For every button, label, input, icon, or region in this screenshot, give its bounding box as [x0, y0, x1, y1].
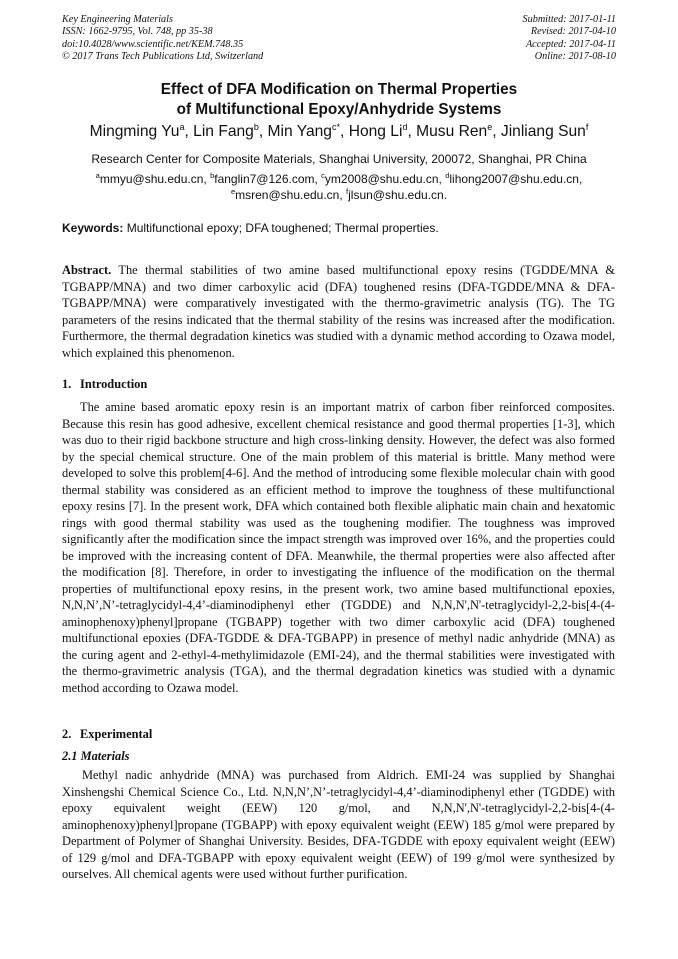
- email-line-1: $^a$mmyu@shu.edu.cn, $^b$fanglin7@126.com, $^c$ym2008@shu.edu.cn, $^d$lihong2007@shu.edu.cn,: [95, 171, 583, 186]
- email-address[interactable]: ym2008@shu.edu.cn: [324, 172, 439, 186]
- email-list: [0, 172, 678, 203]
- paper-title: [0, 80, 678, 120]
- section-2-heading: [62, 726, 152, 742]
- accepted-date: Accepted: 2017-04-11: [525, 38, 616, 50]
- email-mark: d: [445, 171, 450, 180]
- author-mark: d: [402, 122, 408, 132]
- author-mark: c*: [332, 122, 341, 132]
- author-mark: a: [179, 122, 185, 132]
- email-address[interactable]: lihong2007@shu.edu.cn: [449, 172, 579, 186]
- section-title: Introduction: [80, 377, 148, 391]
- section-1-heading: [62, 376, 147, 392]
- email-mark: b: [210, 171, 215, 180]
- introduction-text: The amine based aromatic epoxy resin is an important matrix of carbon fiber reinforced composites. Because this resin has good adhesive, excellent chemical resistance and good thermal properties [1-3], which was duo to their rigid backbone structure and high cross-linking density. However, the defect was also formed by the special chemical structure. One of the main problem of this material is brittle. Many method were developed to solve this problem[4-6]. And the method of introducing some flexible molecular chain with good thermal stability was considered as an efficient method to improve the toughness of these multifunctional epoxy resins [7]. In the present work, DFA which contained both flexible aliphatic main chain and hexatomic rings with good thermal stability was used as the toughening modifier. The toughness was improved significantly after the modification since the impact strength was improved over 16%, and the properties could be improved with the increasing content of DFA. Meanwhile, the thermal properties were also affected after the modification [8]. Therefore, in order to investigating the influence of the modification on the thermal properties of multifunctional epoxy resins, in the present work, two amine based multifunctional epoxies, N,N,N’,N’-tetraglycidyl-4,4’-diaminodiphenyl ether (TGDDE) and N,N,N',N'-tetraglycidyl-2,2-bis[4-(4-aminophenoxy)phenyl]propane (TGBAPP) together with two dimer carboxylic acid (DFA) toughened multifunctional epoxies (DFA-TGDDE & DFA-TGBAPP) in presence of methyl nadic anhydride (MNA) as the curing agent and 2-ethyl-4-methylimidazole (EMI-24), and the thermal stabilities were investigated with the thermo-gravimetric analysis (TGA), and the thermal degradation kinetics was studied with a dynamic method according to Ozawa model.: [62, 400, 615, 695]
- keywords: [62, 221, 439, 236]
- email-address[interactable]: jlsun@shu.edu.cn: [348, 187, 444, 202]
- keywords-text: Multifunctional epoxy; DFA toughened; Thermal properties.: [123, 221, 439, 235]
- email-mark: a: [95, 171, 100, 180]
- author-mark: f: [585, 122, 589, 132]
- author-mark: b: [253, 122, 259, 132]
- email-address[interactable]: msren@shu.edu.cn: [235, 187, 340, 202]
- keywords-label: Keywords:: [62, 221, 124, 235]
- author-name: Min Yang: [267, 123, 332, 140]
- email-mark: f: [346, 186, 349, 196]
- materials-text: Methyl nadic anhydride (MNA) was purchased from Aldrich. EMI-24 was supplied by Shanghai Xinshengshi Chemical Science Co., Ltd. N,N,N’,N’-tetraglycidyl-4,4’-diaminodiphenyl ether (TGDDE) with epoxy equivalent weight (EEW) 120 g/mol, and N,N,N',N'-tetraglycidyl-2,2-bis[4-(4-aminophenoxy)phenyl]propane (TGBAPP) with epoxy equivalent weight (EEW) 185 g/mol were prepared by Department of Polymer of Shanghai University. Besides, DFA-TGDDE with epoxy equivalent weight (EEW) of 129 g/mol and DFA-TGBAPP with epoxy equivalent weight (EEW) of 199 g/mol were synthesized by ourselves. All chemical agents were used without further purification.: [62, 768, 615, 881]
- author-name: Musu Ren: [416, 123, 488, 140]
- copyright-line: © 2017 Trans Tech Publications Ltd, Switzerland: [62, 51, 264, 63]
- affiliation: Research Center for Composite Materials, Shanghai University, 200072, Shanghai, PR China: [91, 152, 587, 166]
- publication-dates: [523, 14, 616, 64]
- author-name: Mingming Yu: [89, 123, 180, 140]
- email-address[interactable]: fanglin7@126.com: [214, 172, 315, 186]
- author-mark: e: [487, 122, 493, 132]
- abstract-label: Abstract.: [62, 263, 112, 277]
- section-number: 2.: [62, 727, 72, 741]
- author-list: Mingming Yu$^a$, Lin Fang$^b$, Min Yang$^{c*}$, Hong Li$^d$, Musu Ren$^e$, Jinliang Sun$^f$: [89, 122, 589, 140]
- journal-name: Key Engineering Materials: [62, 14, 173, 25]
- abstract-text: The thermal stabilities of two amine based multifunctional epoxy resins (TGDDE/MNA & TGBAPP/MNA) and two dimer carboxylic acid (DFA) toughened resins (DFA-TGDDE/MNA & DFA-TGBAPP/MNA) were comparatively investigated with the thermo-gravimetric analysis (TG). The TG parameters of the resins indicated that the thermal stability of the resins was increased after the modification. Furthermore, the thermal degradation kinetics was studied with a dynamic method according to Ozawa model, which explained this phenomenon.: [62, 263, 615, 360]
- section-title: Experimental: [80, 727, 153, 741]
- journal-info: [62, 14, 263, 64]
- section-number: 1.: [62, 377, 72, 391]
- email-address[interactable]: mmyu@shu.edu.cn: [99, 172, 204, 186]
- title-line-1: Effect of DFA Modification on Thermal Properties: [160, 81, 518, 98]
- doi-line: doi:10.4028/www.scientific.net/KEM.748.35: [62, 38, 244, 50]
- issn-line: ISSN: 1662-9795, Vol. 748, pp 35-38: [62, 26, 213, 38]
- author-name: Lin Fang: [193, 123, 254, 140]
- title-line-2: of Multifunctional Epoxy/Anhydride Systems: [176, 101, 502, 118]
- email-line-2: $^e$msren@shu.edu.cn, $^f$jlsun@shu.edu.cn.: [230, 186, 448, 202]
- online-date: Online: 2017-08-10: [534, 51, 616, 63]
- author-name: Jinliang Sun: [500, 123, 586, 140]
- author-name: Hong Li: [348, 123, 403, 140]
- revised-date: Revised: 2017-04-10: [530, 26, 616, 38]
- abstract: [62, 262, 615, 361]
- email-mark: c: [321, 171, 325, 180]
- submitted-date: Submitted: 2017-01-11: [522, 14, 616, 25]
- email-mark: e: [230, 186, 236, 196]
- subsection-2-1-heading: 2.1 Materials: [62, 749, 130, 763]
